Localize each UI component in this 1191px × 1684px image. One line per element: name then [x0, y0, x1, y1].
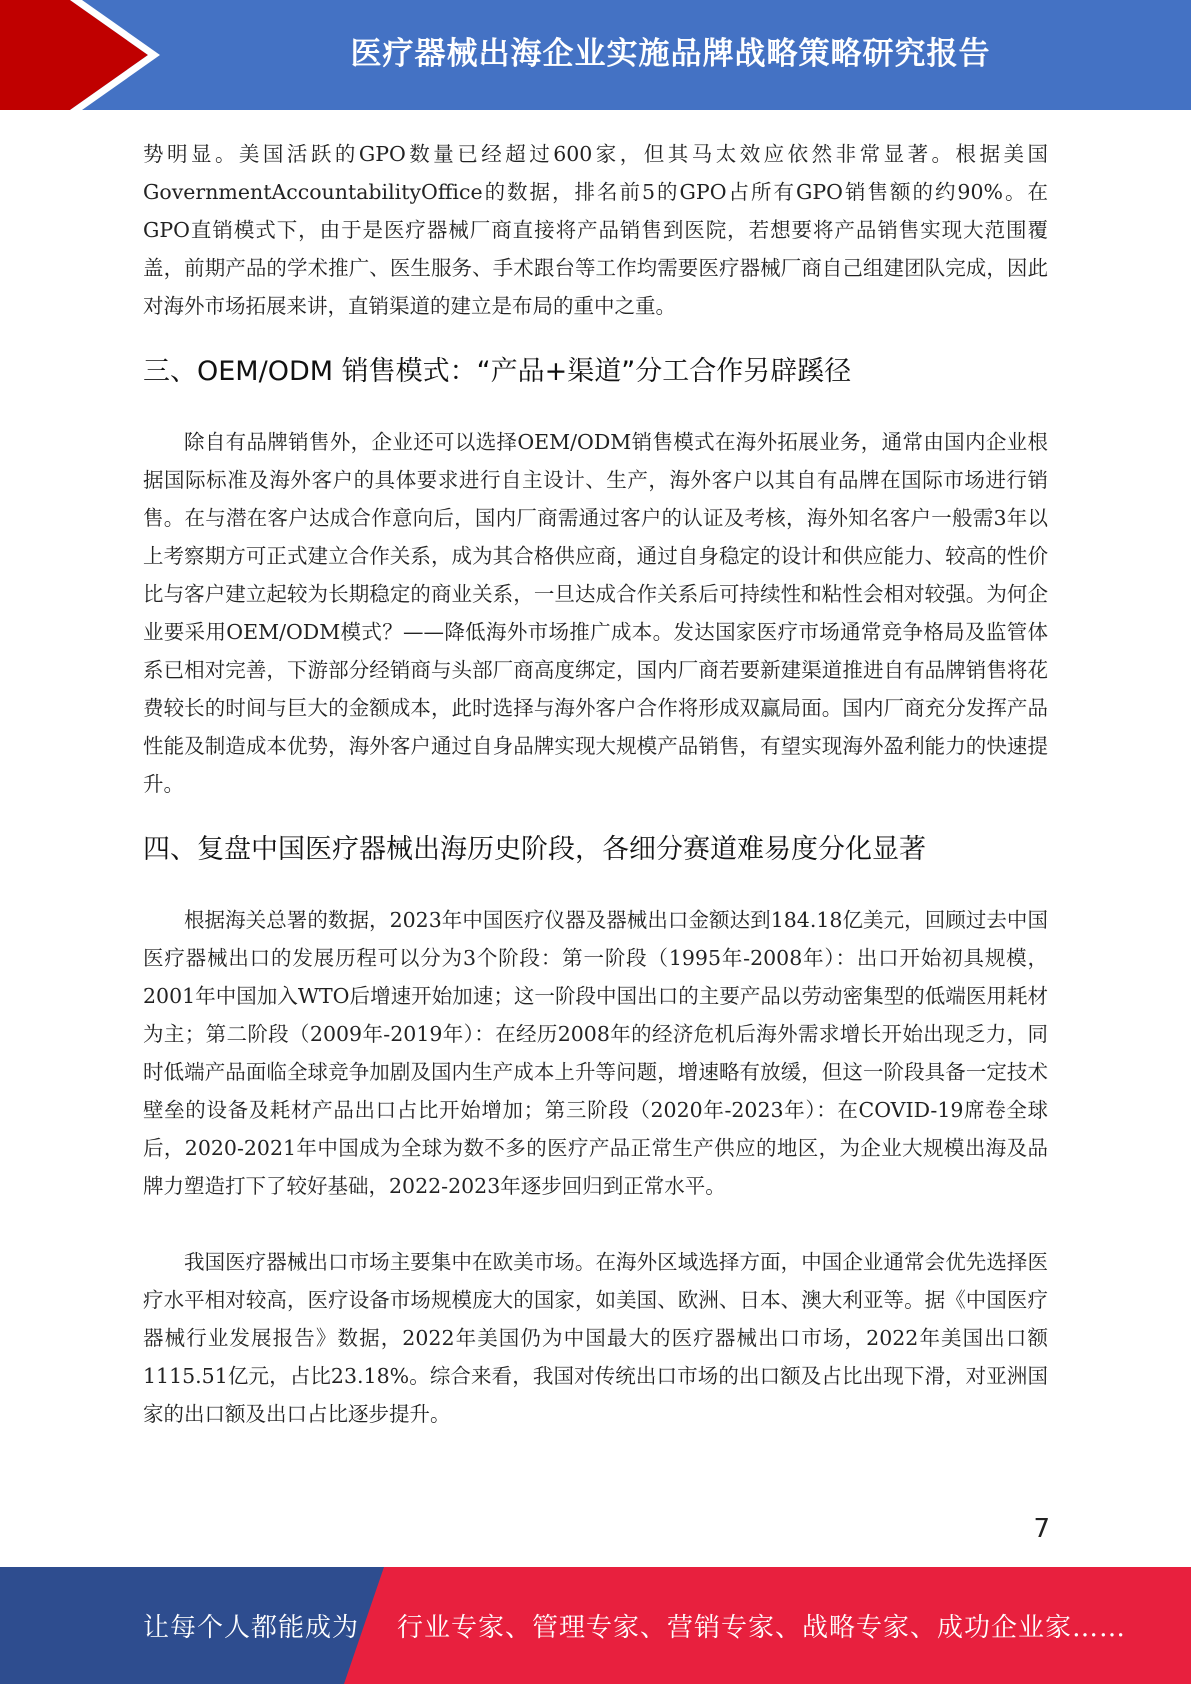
- paragraph-oem-odm: 除自有品牌销售外，企业还可以选择OEM/ODM销售模式在海外拓展业务，通常由国内企业根据国际标准及海外客户的具体要求进行自主设计、生产，海外客户以其自有品牌在国际市场进行销售。在与潜在客户达成合作意向后，国内厂商需通过客户的认证及考核，海外知名客户一般需3年以上考察期方可正式建立合作关系，成为其合格供应商，通过自身稳定的设计和供应能力、较高的性价比与客户建立起较为长期稳定的商业关系，一旦达成合作关系后可持续性和粘性会相对较强。为何企业要采用OEM/ODM模式？——降低海外市场推广成本。发达国家医疗市场通常竞争格局及监管体系已相对完善，下游部分经销商与头部厂商高度绑定，国内厂商若要新建渠道推进自有品牌销售将花费较长的时间与巨大的金额成本，此时选择与海外客户合作将形成双赢局面。国内厂商充分发挥产品性能及制造成本优势，海外客户通过自身品牌实现大规模产品销售，有望实现海外盈利能力的快速提升。: [143, 430, 1048, 796]
- page-footer: [0, 1567, 1191, 1684]
- report-title: 医疗器械出海企业实施品牌战略策略研究报告: [350, 35, 991, 72]
- page-content: [143, 135, 1048, 1433]
- paragraph-export-history: 根据海关总署的数据，2023年中国医疗仪器及器械出口金额达到184.18亿美元，回顾过去中国医疗器械出口的发展历程可以分为3个阶段：第一阶段（1995年-2008年）：出口开始初具规模，2001年中国加入WTO后增速开始加速；这一阶段中国出口的主要产品以劳动密集型的低端医用耗材为主；第二阶段（2009年-2019年）：在经历2008年的经济危机后海外需求增长开始出现乏力，同时低端产品面临全球竞争加剧及国内生产成本上升等问题，增速略有放缓，但这一阶段具备一定技术壁垒的设备及耗材产品出口占比开始增加；第三阶段（2020年-2023年）：在COVID-19席卷全球后，2020-2021年中国成为全球为数不多的医疗产品正常生产供应的地区，为企业大规模出海及品牌力塑造打下了较好基础，2022-2023年逐步回归到正常水平。: [143, 908, 1048, 1198]
- paragraph-gpo: 势明显。美国活跃的GPO数量已经超过600家，但其马太效应依然非常显著。根据美国GovernmentAccountabilityOffice的数据，排名前5的GPO占所有GPO销售额的约90%。在GPO直销模式下，由于是医疗器械厂商直接将产品销售到医院，若想要将产品销售实现大范围覆盖，前期产品的学术推广、医生服务、手术跟台等工作均需要医疗器械厂商自己组建团队完成，因此对海外市场拓展来讲，直销渠道的建立是布局的重中之重。: [143, 142, 1048, 318]
- section-heading-3: 三、OEM/ODM 销售模式：“产品+渠道”分工合作另辟蹊径: [143, 356, 852, 387]
- page-header: [0, 0, 1191, 110]
- header-arrow-decoration: [0, 0, 160, 110]
- footer-slogan-left: 让每个人都能成为: [143, 1613, 360, 1643]
- page-number: 7: [1033, 1514, 1050, 1544]
- footer-slogan-right: 行业专家、管理专家、营销专家、战略专家、成功企业家……: [397, 1613, 1127, 1643]
- paragraph-export-markets: 我国医疗器械出口市场主要集中在欧美市场。在海外区域选择方面，中国企业通常会优先选择医疗水平相对较高，医疗设备市场规模庞大的国家，如美国、欧洲、日本、澳大利亚等。据《中国医疗器械行业发展报告》数据，2022年美国仍为中国最大的医疗器械出口市场，2022年美国出口额1115.51亿元，占比23.18%。综合来看，我国对传统出口市场的出口额及占比出现下滑，对亚洲国家的出口额及出口占比逐步提升。: [143, 1250, 1048, 1426]
- section-heading-4: 四、复盘中国医疗器械出海历史阶段，各细分赛道难易度分化显著: [143, 834, 926, 865]
